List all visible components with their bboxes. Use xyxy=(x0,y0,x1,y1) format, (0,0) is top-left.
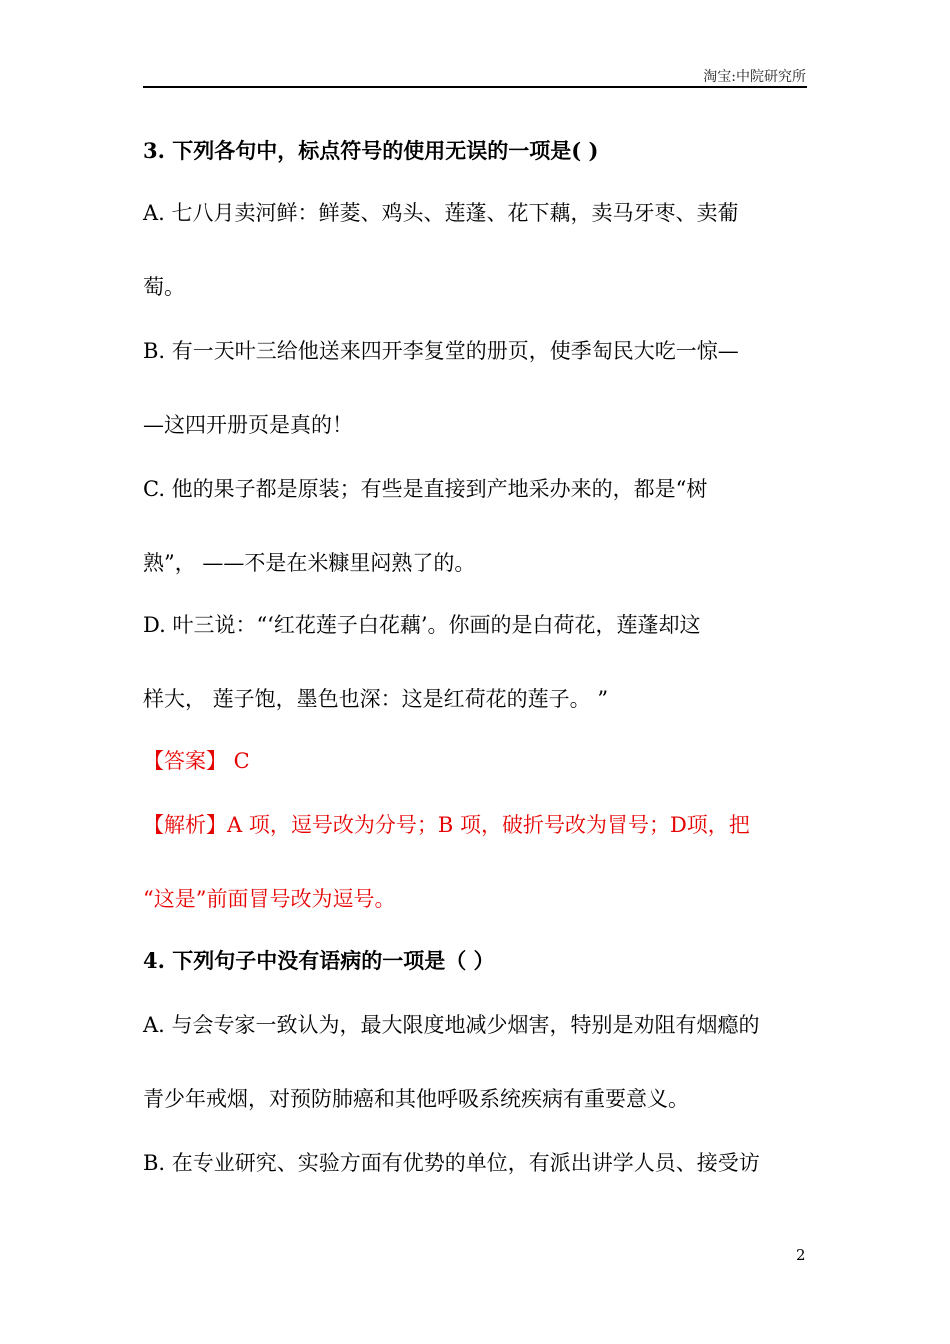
q3-option-a-line-2: 萄。 xyxy=(143,275,185,299)
q3-analysis-line-2: “这是”前面冒号改为逗号。 xyxy=(143,887,396,911)
analysis-text: A 项，逗号改为分号；B 项，破折号改为冒号；D项，把 xyxy=(227,813,750,837)
analysis-label: 【解析】 xyxy=(143,813,227,837)
header-source-text: 淘宝:中院研究所 xyxy=(703,69,806,85)
q3-option-a-line-1: A. 七八月卖河鲜：鲜菱、鸡头、莲蓬、花下藕，卖马牙枣、卖葡 xyxy=(143,201,739,225)
q4-option-a-line-2: 青少年戒烟，对预防肺癌和其他呼吸系统疾病有重要意义。 xyxy=(143,1087,689,1111)
q3-option-c-line-2: 熟”， ——不是在米糠里闷熟了的。 xyxy=(143,551,476,575)
header-rule xyxy=(143,86,807,88)
q3-option-d-line-1: D. 叶三说：“‘红花莲子白花藕’。你画的是白荷花，莲蓬却这 xyxy=(143,613,701,637)
q3-answer xyxy=(143,746,823,776)
answer-label: 【答案】 xyxy=(143,749,227,773)
page-number: 2 xyxy=(796,1246,806,1264)
answer-value: C xyxy=(227,749,250,773)
question-4-title: 4. 下列句子中没有语病的一项是（ ） xyxy=(143,948,495,973)
question-3-title: 3. 下列各句中，标点符号的使用无误的一项是( ) xyxy=(143,138,599,163)
q3-option-c-line-1: C. 他的果子都是原装；有些是直接到产地采办来的，都是“树 xyxy=(143,477,708,501)
q3-analysis-line-1 xyxy=(143,810,823,840)
q4-option-b-line-1: B. 在专业研究、实验方面有优势的单位，有派出讲学人员、接受访 xyxy=(143,1151,760,1175)
q3-option-b-line-1: B. 有一天叶三给他送来四开李复堂的册页，使季匋民大吃一惊— xyxy=(143,339,739,363)
q4-option-a-line-1: A. 与会专家一致认为，最大限度地减少烟害，特别是劝阻有烟瘾的 xyxy=(143,1013,760,1037)
q3-option-d-line-2: 样大， 莲子饱，墨色也深：这是红荷花的莲子。 ” xyxy=(143,687,609,711)
q3-option-b-line-2: —这四开册页是真的！ xyxy=(143,413,353,437)
